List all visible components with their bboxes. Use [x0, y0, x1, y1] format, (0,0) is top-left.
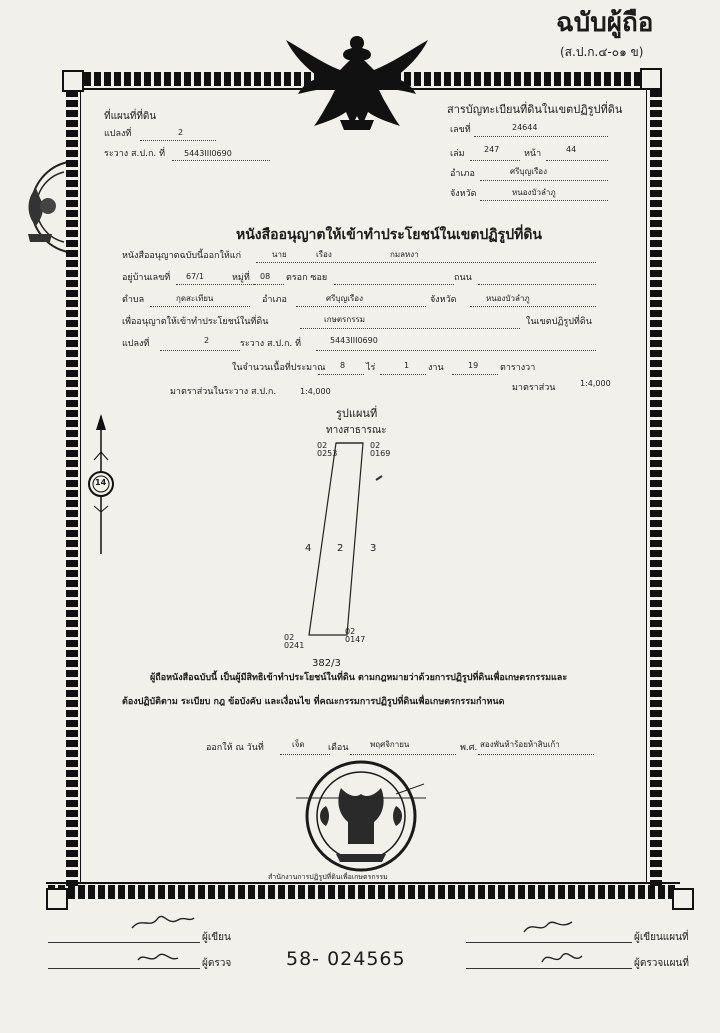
province-value: หนองบัวลำภู: [486, 294, 530, 303]
tambon-label: ตำบล: [122, 295, 145, 305]
tambon-value: กุดสะเทียน: [176, 294, 214, 303]
grantee-first-name: เรือง: [316, 250, 332, 259]
map-side-left: 4: [305, 543, 312, 554]
checker-label: ผู้ตรวจ: [202, 958, 232, 969]
scale-value: 1:4,000: [580, 379, 611, 388]
frame-right-rule: [646, 90, 647, 884]
scale-sheet-label: มาตราส่วนในระวาง ส.ป.ก.: [170, 387, 277, 397]
amphoe-label: อำเภอ: [262, 295, 287, 305]
area-rai-label: ไร่: [366, 363, 376, 373]
road-label: ถนน: [454, 273, 472, 283]
registry-province-value: หนองบัวลำภู: [512, 188, 556, 197]
plot-label: แปลงที่: [122, 339, 150, 349]
area-ngan-label: งาน: [428, 363, 444, 373]
issue-day: เจ็ด: [292, 740, 305, 749]
registry-district-label: อำเภอ: [450, 169, 475, 179]
frame-right-border: [650, 90, 662, 886]
amphoe-value: ศรีบุญเรือง: [326, 294, 364, 303]
issue-year: สองพันห้าร้อยห้าสิบเก้า: [480, 740, 560, 749]
copy-type-title: ฉบับผู้ถือ: [556, 8, 654, 38]
registry-page-value: 44: [566, 145, 577, 154]
house-no-label: อยู่บ้านเลขที่: [122, 273, 171, 283]
plot-sheet-label: ระวาง ส.ป.ก. ที่: [240, 339, 302, 349]
document-title: หนังสืออนุญาตให้เข้าทำประโยชน์ในเขตปฏิรูปที่ดิน: [236, 227, 542, 243]
map-title: รูปแผนที่: [336, 407, 378, 420]
area-wa-label: ตารางวา: [500, 363, 536, 373]
province-label: จังหวัด: [430, 295, 457, 305]
map-ref-plot-label: แปลงที่: [104, 129, 132, 139]
registry-province-label: จังหวัด: [450, 189, 477, 199]
registry-book-label: เล่ม: [450, 149, 465, 159]
area-ngan-value: 1: [404, 361, 410, 370]
grantee-last-name: กมลหงา: [390, 250, 419, 259]
moo-label: หมู่ที่: [232, 273, 250, 283]
moo-value: 08: [260, 272, 271, 281]
grantee-label: หนังสืออนุญาตฉบับนี้ออกให้แก่: [122, 251, 242, 261]
issue-month: พฤศจิกายน: [370, 740, 410, 749]
scale-sheet-value: 1:4,000: [300, 387, 331, 396]
area-wa-value: 19: [468, 361, 479, 370]
map-side-right: 3: [370, 543, 377, 554]
map-writer-label: ผู้เขียนแผนที่: [634, 932, 689, 943]
map-top-label: ทางสาธารณะ: [326, 425, 387, 436]
conditions-line-2: ต้องปฏิบัติตาม ระเบียบ กฎ ข้อบังคับ และเงื่อนไข ที่คณะกรรมการปฏิรูปที่ดินเพื่อเกษตรกรรมกำหนด: [122, 697, 505, 707]
registry-page-label: หน้า: [524, 149, 542, 159]
official-seal: [296, 758, 426, 876]
writer-label: ผู้เขียน: [202, 932, 231, 943]
map-checker-label: ผู้ตรวจแผนที่: [634, 958, 689, 969]
form-code: (ส.ป.ก.๔-๐๑ ข): [560, 45, 644, 59]
scale-label: มาตราส่วน: [512, 383, 556, 393]
issue-year-label: พ.ศ.: [460, 743, 478, 753]
frame-left-border: [66, 90, 78, 886]
frame-corner-br: [672, 888, 694, 910]
map-point-sw: 02 0241: [284, 633, 305, 650]
map-point-nw: 02 0253: [317, 441, 338, 458]
side-stamp: [6, 158, 74, 256]
map-point-se: 02 0147: [345, 627, 366, 644]
checker-signature: [134, 946, 184, 970]
purpose-value: เกษตรกรรม: [324, 315, 366, 324]
plot-sheet-value: 5443III0690: [330, 336, 378, 345]
registry-heading: สารบัญทะเบียนที่ดินในเขตปฏิรูปที่ดิน: [447, 103, 623, 116]
alley-label: ตรอก ซอย: [286, 273, 328, 283]
map-center-number: 2: [337, 543, 344, 554]
serial-number: 58- 024565: [286, 948, 406, 970]
map-ref-sheet-value: 5443III0690: [184, 149, 232, 158]
north-badge-number: 14: [95, 478, 107, 487]
registry-book-value: 247: [484, 145, 500, 154]
purpose-suffix: ในเขตปฏิรูปที่ดิน: [526, 317, 592, 327]
house-no-value: 67/1: [186, 272, 204, 281]
map-ref-plot-value: 2: [178, 128, 184, 137]
map-ref-sheet-label: ระวาง ส.ป.ก. ที่: [104, 149, 166, 159]
frame-bottom-border: [48, 885, 678, 899]
seal-caption: สำนักงานการปฏิรูปที่ดินเพื่อเกษตรกรรม: [268, 873, 388, 881]
plot-value: 2: [204, 336, 210, 345]
frame-left-rule: [80, 90, 81, 884]
frame-corner-bl: [46, 888, 68, 910]
frame-bottom-rule: [46, 882, 680, 884]
frame-top-rule: [62, 88, 662, 90]
map-point-ne: 02 0169: [370, 441, 391, 458]
conditions-line-1: ผู้ถือหนังสือฉบับนี้ เป็นผู้มีสิทธิเข้าทำประโยชน์ในที่ดิน ตามกฎหมายว่าด้วยการปฏิรูปที่ดินเพื่อเกษตรกรรมและ: [150, 673, 568, 683]
issue-label: ออกให้ ณ วันที่: [206, 743, 264, 753]
grantee-prefix: นาย: [272, 250, 287, 259]
writer-signature: [128, 908, 198, 936]
frame-top-border: [64, 72, 660, 86]
issue-month-label: เดือน: [328, 743, 349, 753]
area-rai-value: 8: [340, 361, 346, 370]
map-bottom-label: 382/3: [312, 658, 341, 669]
map-ref-heading: ที่แผนที่ที่ดิน: [104, 111, 157, 122]
frame-corner-tr: [640, 68, 662, 90]
registry-no-value: 24644: [512, 123, 538, 132]
area-label: ในจำนวนเนื้อที่ประมาณ: [232, 363, 326, 373]
map-writer-signature: [520, 914, 580, 940]
registry-no-label: เลขที่: [450, 125, 471, 135]
registry-district-value: ศรีบุญเรือง: [510, 167, 548, 176]
purpose-label: เพื่ออนุญาตให้เข้าทำประโยชน์ในที่ดิน: [122, 317, 269, 327]
frame-corner-tl: [62, 70, 84, 92]
